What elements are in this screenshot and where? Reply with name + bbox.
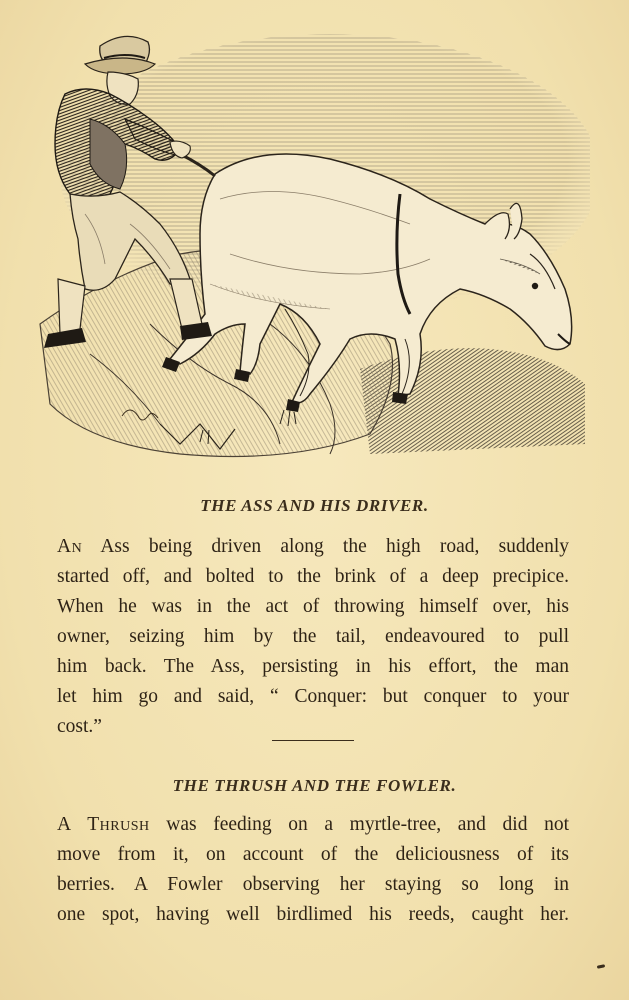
line-text: let him go and said, “ Conquer: but conquer to your: [57, 686, 569, 707]
text-line: [57, 592, 569, 622]
line-text: Ass being driven along the high road, suddenly: [82, 536, 569, 557]
text-line: [57, 682, 569, 712]
text-line: [57, 810, 569, 840]
drop-word: An: [57, 536, 83, 557]
line-text: cost.”: [57, 716, 102, 737]
text-line: [57, 900, 569, 930]
line-text: owner, seizing him by the tail, endeavoured to pull: [57, 626, 569, 647]
fable-title-thrush-and-fowler: THE THRUSH AND THE FOWLER.: [172, 776, 457, 795]
ink-speck: [597, 964, 605, 969]
text-line: [57, 622, 569, 652]
section-divider: [272, 740, 354, 741]
line-text: one spot, having well birdlimed his reeds, caught her.: [57, 904, 569, 925]
line-text: was feeding on a myrtle-tree, and did not: [149, 814, 569, 835]
line-text: When he was in the act of throwing himself over, his: [57, 596, 569, 617]
line-text: move from it, on account of the deliciousness of its: [57, 844, 569, 865]
line-text: started off, and bolted to the brink of a deep precipice.: [57, 566, 569, 587]
text-line: [57, 840, 569, 870]
text-line: [57, 532, 569, 562]
text-line: [57, 562, 569, 592]
text-line: [57, 870, 569, 900]
line-text: berries. A Fowler observing her staying so long in: [57, 874, 569, 895]
text-line: [57, 652, 569, 682]
fable-title-ass-and-driver: THE ASS AND HIS DRIVER.: [200, 496, 429, 515]
drop-word: A Thrush: [57, 814, 150, 835]
text-line: [57, 712, 569, 742]
engraving-man-pulling-donkey-tail: [30, 24, 590, 474]
line-text: him back. The Ass, persisting in his effort, the man: [57, 656, 569, 677]
fable-text-ass-and-driver: [57, 532, 569, 742]
fable-text-thrush-and-fowler: [57, 810, 569, 930]
